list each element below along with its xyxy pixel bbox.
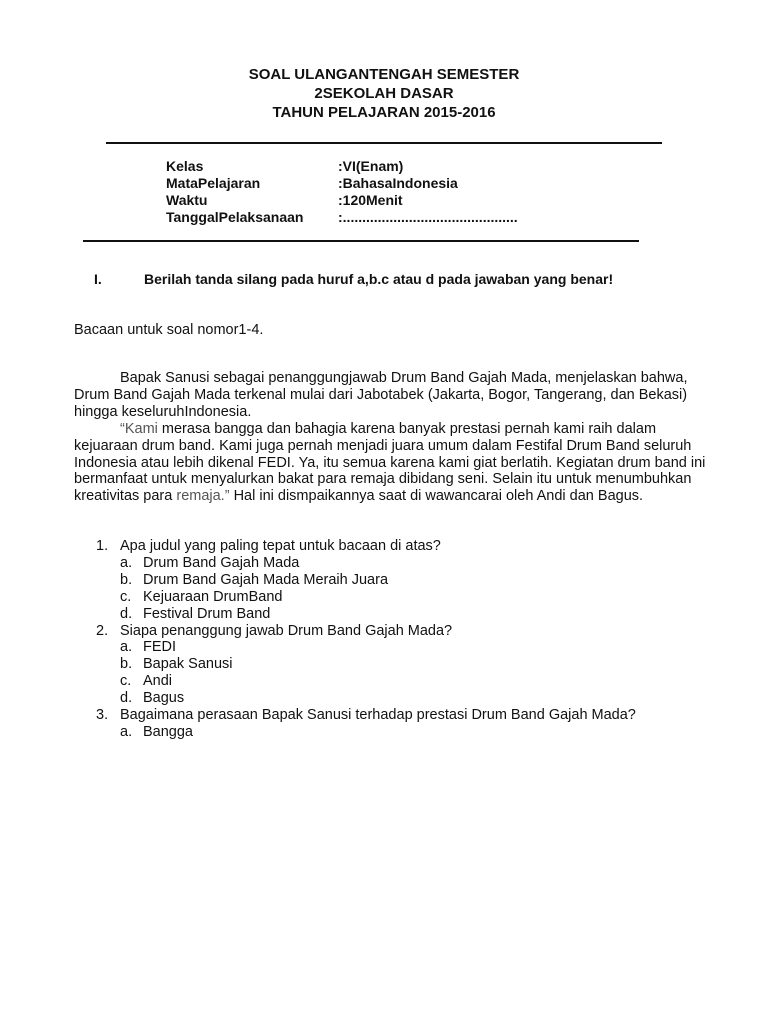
question-text: Apa judul yang paling tepat untuk bacaan di atas? [120,538,441,554]
question-text: Siapa penanggung jawab Drum Band Gajah Mada? [120,622,453,639]
exam-title: SOAL ULANGANTENGAH SEMESTER [248,66,520,83]
option-2c[interactable] [96,673,636,690]
option-text: Kejuaraan DrumBand [143,588,283,605]
question-text: Bagaimana perasaan Bapak Sanusi terhadap prestasi Drum Band Gajah Mada? [120,707,636,724]
option-1a[interactable] [96,555,636,572]
option-text: Festival Drum Band [143,605,271,622]
header-divider-bottom [83,240,639,242]
quote-open: “Kami [120,420,158,437]
question-list [96,538,636,741]
option-letter: c. [120,588,132,605]
reading-intro: Bacaan untuk soal nomor1-4. [74,322,264,338]
info-value: :BahasaIndonesia [338,175,458,191]
option-3a[interactable] [96,724,636,741]
academic-year: TAHUN PELAJARAN 2015-2016 [272,104,496,121]
option-text: Andi [143,673,173,690]
option-text: Bapak Sanusi [143,656,233,673]
quote-end: Hal ini dismpaikannya saat di wawancarai oleh Andi dan Bagus. [229,488,644,505]
section-number: I. [94,271,102,287]
info-value: :120Menit [338,192,403,208]
info-value: :............................................. [338,209,518,225]
option-letter: a. [120,554,133,571]
info-label: Kelas [166,158,204,174]
question-number: 1. [96,538,109,554]
option-2b[interactable] [96,656,636,673]
question-1 [96,538,636,555]
option-text: Bagus [143,690,185,707]
info-value: :VI(Enam) [338,158,404,174]
option-letter: a. [120,639,133,656]
quote-close: remaja.” [176,488,230,505]
option-text: Bangga [143,723,193,740]
info-row-tanggal [166,209,518,226]
info-label: MataPelajaran [166,175,261,191]
info-row-kelas [166,158,518,175]
option-2a[interactable] [96,639,636,656]
question-number: 2. [96,622,109,639]
info-row-waktu [166,192,518,209]
info-label: TanggalPelaksanaan [166,209,304,225]
option-letter: a. [120,723,133,740]
info-row-mata-pelajaran [166,175,518,192]
question-number: 3. [96,707,109,724]
option-text: FEDI [143,639,177,656]
option-1c[interactable] [96,589,636,606]
option-1b[interactable] [96,572,636,589]
option-letter: b. [120,656,133,673]
passage-paragraph-1: Bapak Sanusi sebagai penanggungjawab Drum Band Gajah Mada, menjelaskan bahwa, Drum Band Gajah Mada terkenal mulai dari Jabotabek (Jakarta, Bogor, Tangerang, dan Bekasi) hingga keseluruhIndonesia. [74,370,688,420]
question-3 [96,707,636,724]
passage-paragraph-2 [74,421,714,506]
option-1d[interactable] [96,606,636,623]
option-text: Drum Band Gajah Mada Meraih Juara [143,571,389,588]
option-letter: d. [120,605,133,622]
question-2 [96,623,636,640]
option-2d[interactable] [96,690,636,707]
exam-info-block [166,158,518,226]
reading-passage [74,370,714,505]
option-letter: b. [120,571,133,588]
option-text: Drum Band Gajah Mada [143,554,300,571]
header-divider-top [106,142,662,144]
exam-level: 2SEKOLAH DASAR [314,85,454,102]
option-letter: c. [120,673,132,690]
quote-body: merasa bangga dan bahagia karena banyak prestasi pernah kami raih dalam kejuaraan drum band. Kami juga pernah menjadi juara umum dalam Festifal Drum Band seluruh Indonesia atau lebih dikenal FEDI. Ya, itu semua karena kami giat berlatih. Kegiatan drum band ini bermanfaat untuk menyalurkan bakat para remaja dibidang seni. Selain itu untuk menumbuhkan kreativitas para [74,420,706,505]
option-letter: d. [120,690,133,707]
info-label: Waktu [166,192,208,208]
section-instruction: Berilah tanda silang pada huruf a,b.c atau d pada jawaban yang benar! [144,271,614,287]
